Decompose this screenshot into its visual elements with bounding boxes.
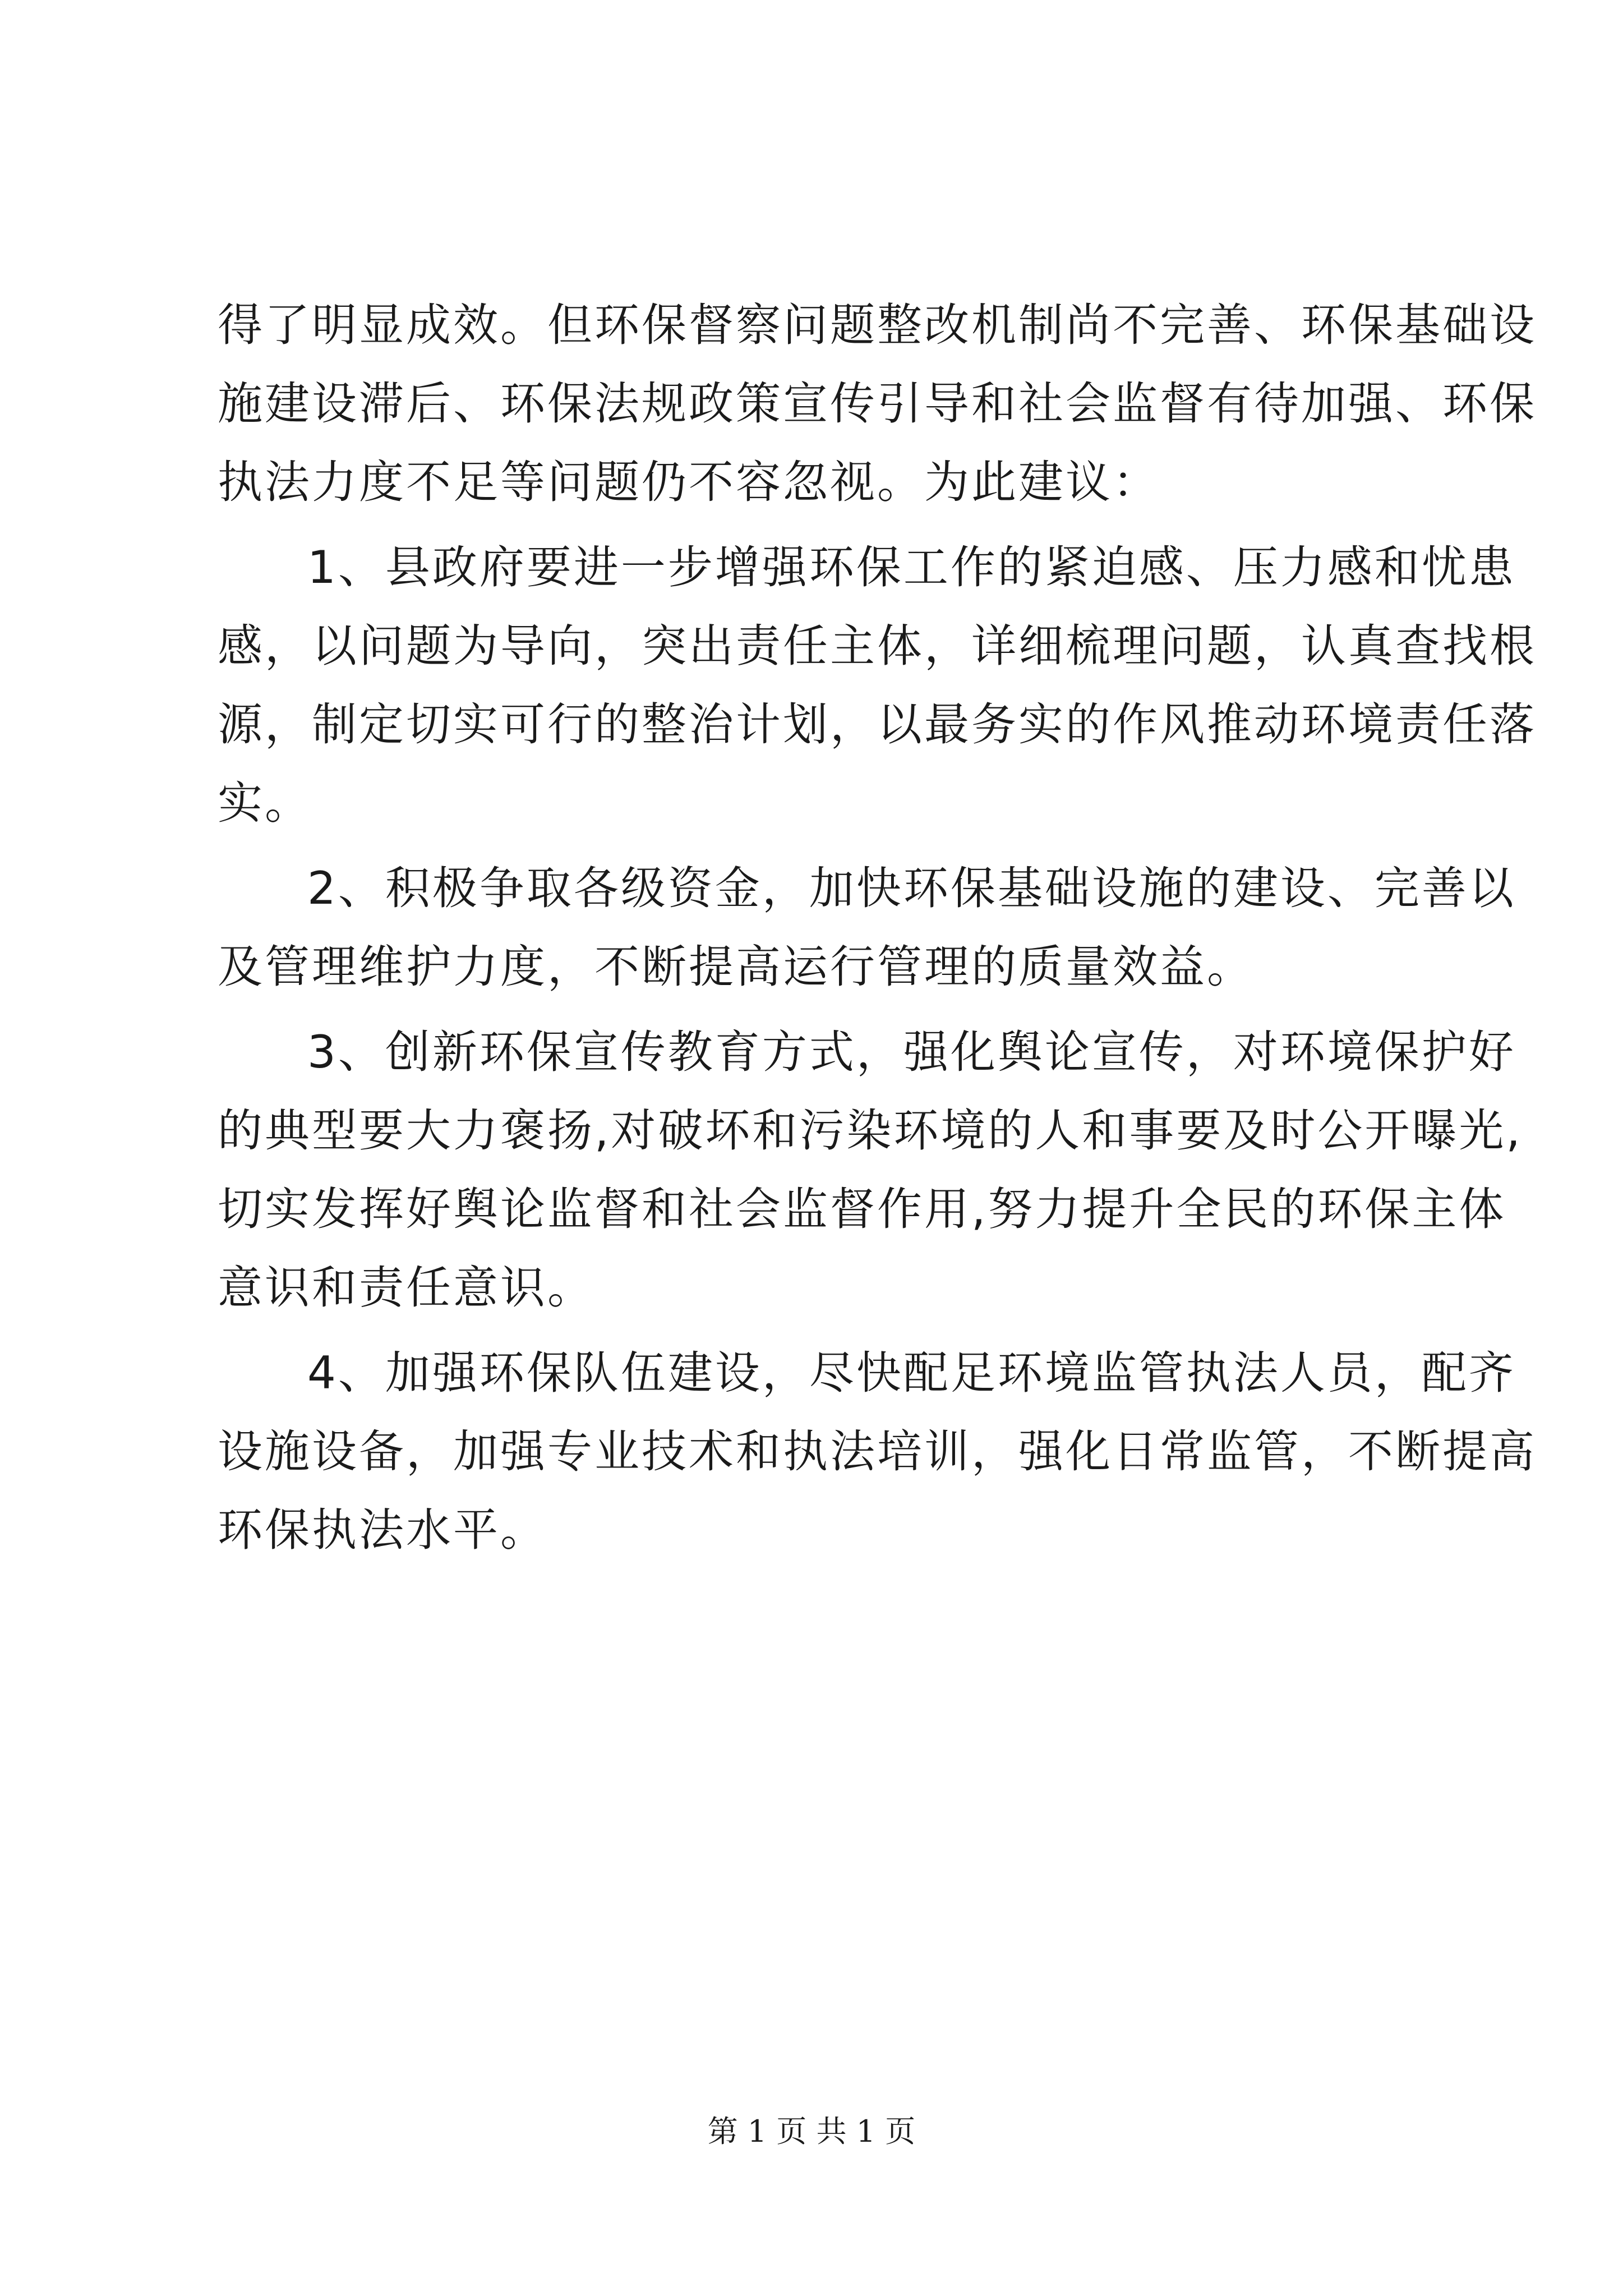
text-line: 3、创新环保宣传教育方式，强化舆论宣传，对环境保护好 <box>307 1026 1516 1078</box>
text-line: 执法力度不足等问题仍不容忽视。为此建议： <box>218 456 1160 508</box>
text-line: 1、县政府要进一步增强环保工作的紧迫感、压力感和忧患 <box>307 541 1516 593</box>
text-line: 施建设滞后、环保法规政策宣传引导和社会监督有待加强、环保 <box>218 378 1537 430</box>
text-line: 的典型要大力褒扬,对破坏和污染环境的人和事要及时公开曝光, <box>218 1105 1523 1157</box>
paragraph-suggestion-4 <box>218 1334 1537 1570</box>
page-number: 第 1 页 共 1 页 <box>707 2114 916 2149</box>
document-body <box>218 286 1537 1570</box>
text-line: 源，制定切实可行的整治计划，以最务实的作风推动环境责任落 <box>218 698 1537 751</box>
text-line: 感，以问题为导向，突出责任主体，详细梳理问题，认真查找根 <box>218 620 1537 672</box>
text-line: 环保执法水平。 <box>218 1504 547 1556</box>
text-line: 得了明显成效。但环保督察问题整改机制尚不完善、环保基础设 <box>218 299 1537 351</box>
page-footer <box>0 2109 1623 2154</box>
text-line: 切实发挥好舆论监督和社会监督作用,努力提升全民的环保主体 <box>218 1183 1506 1235</box>
paragraph-continuation <box>218 286 1537 522</box>
paragraph-suggestion-1 <box>218 528 1537 843</box>
text-line: 意识和责任意识。 <box>218 1262 594 1314</box>
text-line: 2、积极争取各级资金，加快环保基础设施的建设、完善以 <box>307 862 1516 914</box>
paragraph-suggestion-2 <box>218 849 1516 1006</box>
text-line: 设施设备，加强专业技术和执法培训，强化日常监管，不断提高 <box>218 1425 1537 1478</box>
paragraph-suggestion-3 <box>218 1013 1523 1327</box>
text-line: 4、加强环保队伍建设，尽快配足环境监管执法人员，配齐 <box>307 1347 1516 1399</box>
text-line: 及管理维护力度，不断提高运行管理的质量效益。 <box>218 941 1254 993</box>
text-line: 实。 <box>218 777 312 829</box>
